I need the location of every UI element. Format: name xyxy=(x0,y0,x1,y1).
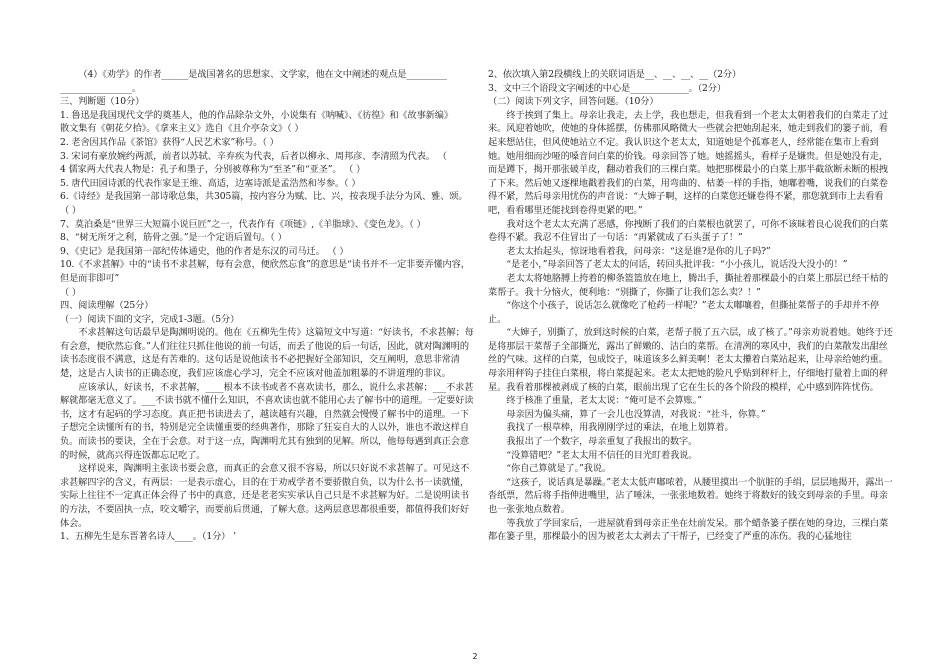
text-s7: “大婶子，别撕了，放到这时候的白菜，老帮子脱了五六层，成了核了。”母亲劝说着她。她终于还是将那层干菜帮子全部撕光，露出了鲜嫩的、洁白的菜帮。在清冽的寒风中，我们的白菜散发出甜丝丝的气味。这样的白菜，包成饺子，味道该多么鲜美啊！老太太攥着白菜站起来，让母亲给她约重。母亲用秤钩子挂住白菜根，将白菜提起来。老太太把她的脸凡乎贴到秤杆上，仔细地打量着上面的秤星。我看着那棵被剥成了核的白菜，眼前出现了它在生长的各个阶段的模样，心中感到阵阵忧伤。 xyxy=(488,327,893,393)
text-j9: 9、《史记》是我国第一部纪传体通史，他的作者是东汉的司马迁。 （ ） xyxy=(60,245,349,257)
text-j8: 8、“树无所牙之利，筋骨之强。”是一个定语后置句。（ ） xyxy=(60,232,287,244)
text-j1b: 散文集有《朝花夕拾》。《拿来主义》选自《且介亭杂文》（ ） xyxy=(60,123,304,135)
text-s4: “是老小，”母亲回答了老太太的问话，转回头批评我：“小小孩儿，说话没大没小的！” xyxy=(506,259,848,271)
text-j1a: 1. 鲁迅是我国现代文学的奠基人，他的作品除杂文外，小说集有《呐喊》、《彷徨》和《故事新编》 xyxy=(60,109,453,121)
text-p3: 这样说来，陶渊明主张读书要会意，而真正的会意又很不容易，所以只好说不求甚解了。可见这不求甚解四字的含义，有两层：一是表示虚心，目的在于劝戒学者不要骄傲自负，以为什么书一读就懂，实际上往往不一定真正体会得了书中的真意，还是老老实实承认自己只是不求甚解为好。二是说明读书的方法，不要固执一点，咬文嚼字，而要前后贯通，了解大意。这两层意思都很重要，都值得我们好好体会。 xyxy=(60,463,470,529)
text-s2: 我对这个老太太充满了恶感，你拽断了我们的白菜根也就罢了，可你不该昧着良心说我们的白菜卷得不紧。我忍不住冒出了一句话：“再紧就成了石头蛋子了！” xyxy=(488,218,889,244)
text-j7: 7、莫泊桑是“世界三大短篇小说巨匠”之一，代表作有《项链》,《羊脂球》、《变色龙》。（ ） xyxy=(60,218,426,230)
text-sec4: 四、阅读理解（25分） xyxy=(60,300,154,312)
text-sec3: 三、判断题（10分） xyxy=(60,96,145,108)
text-s3: 老太太抬起头，惊讶地看着我，问母亲：“这是谁?是你的儿子吗?” xyxy=(506,245,771,257)
text-s1: 终于挨到了集上。母亲让我走，去上学，我也想走，但我看到一个老太太朝着我们的白菜走了过来。风迎着她吹，使她的身体摇摆，仿佛那风略微大一些就会把她刮起来，她走到我们的篓子前，看起来想站住，但风使她站立不定。我认识这个老太太，知道她是个孤寡老人，经常能在集市上看到她。她用细而沙哑的嗓音问白菜的价钱。母亲回答了她。她摇摇头，看样子是嫌贵。但是她没有走，而是蹲下，揭开那张破羊皮，翻动着我们的三棵白菜。她把那棵最小的白菜上那半截欲断未断的根拽了下来。然后她又逐棵地戳着我们的白菜，用弯曲的、枯萎一样的手指，她嘟着嘴，说我们的白菜卷得不紧，然后母亲用忧伤的声音说：“大婶子啊，这样的白菜您还嫌卷得不紧，那您就到市上去看看吧，看看哪里还能找到卷得更紧的吧。” xyxy=(488,109,889,216)
text-j6b: （ ） xyxy=(60,204,81,216)
text-q1: 1、五柳先生是东晋著名诗人____。（1分） ’ xyxy=(60,531,236,543)
text-q3: 3、文中三个语段文字阐述的中心是_____________。（2分） xyxy=(488,82,726,94)
text-j6: 6.《诗经》是我国第一部诗歌总集，共305篇，按内容分为赋、比、兴，按表现手法分为风、雅、颂。 xyxy=(60,191,468,203)
text-s9: 母亲因为偏头痛，算了一会儿也没算清，对我说：“社斗，你算。” xyxy=(506,408,766,420)
text-j3: 3. 宋词有豪放婉约两派，前者以苏轼、辛弃疾为代表，后者以柳永、周邦彦、李清照为代表。 （ xyxy=(60,150,447,162)
text-s12: “没算错吧？”老太太用不信任的目光盯着我说。 xyxy=(506,449,698,461)
text-q4_line1: （4）《劝学》的作者______是战国著名的思想家、文学家，他在文中阐述的观点是_________ xyxy=(78,69,447,80)
text-s10: 我找了一根草棒，用我刚刚学过的乘法，在地上划算着。 xyxy=(506,422,734,434)
text-r2: （二）阅读下列文字，回答问题。（10分） xyxy=(488,96,659,108)
text-s8: 终于核准了重量，老太太说：“俺可是不会算账。” xyxy=(506,395,702,407)
right-column xyxy=(488,68,893,544)
text-j10: 10.《不求甚解》中的“读书不求甚解，每有会意，便欣然忘食”的意思是“读书并不一定非要弄懂内容，但是而非即可” xyxy=(60,259,470,284)
text-r1: （一）阅读下面的文字，完成1-3题。（5分） xyxy=(60,313,240,325)
text-s15: 等我放了学回家后，一进屋就看到母亲正坐在灶前发呆。那个蜡条篓子摆在她的身边，三棵白菜都在篓子里，那棵最小的因为被老太太剥去了干帮子，已经变了严重的冻伤。我的心猛地往 xyxy=(488,517,889,543)
text-j10b: （ ） xyxy=(60,286,81,298)
text-q4_line2: ________________。 xyxy=(60,82,141,94)
text-s14: “这孩子，说话真是暴躁。”老太太低声嘟哝着，从腰里摸出一个肮脏的手绢，层层地揭开，露出一沓纸票，然后将手指伸进嘴里，沾了唾沫，一张张地数着。她终于将数好的钱交到母亲的手里。母亲也一张张地点数着。 xyxy=(488,476,893,515)
text-s13: “你自己算就是了。”我说。 xyxy=(506,463,611,475)
text-s6: “你这个小孩子，说话怎么就像吃了枪药一样呢？”老太太嘟嚷着，但撕扯菜帮子的手却并不停止。 xyxy=(488,300,880,325)
text-p1: 不求甚解这句话最早是陶渊明说的。他在《五柳先生传》这篇短文中写道：“好读书，不求甚解；每有会意，便欣然忘食。”人们往往只抓住他说的前一句话，而丢了他说的后一句话，因此，就对陶渊明的读书态度很不满意，这是有苦难的。这句话是说他读书不必把握好全部知识，交互阐明，意思非常清楚，这是古人读书的正确态度，我们应该虚心学习，完全不应该对他盖加粗暴的不讲道理的非议。 xyxy=(60,327,474,380)
text-q2: 2、依次填入第2段横线上的关联词语是__、__、__、__（2分） xyxy=(488,69,742,80)
text-j4: 4 儒家两大代表人物是：孔子和墨子，分别被尊称为“至圣”和“亚圣”。 （ ） xyxy=(60,164,366,176)
left-column xyxy=(60,68,478,544)
text-s11: 我报出了一个数字，母亲重复了我报出的数字。 xyxy=(506,436,698,448)
page-number: 2 xyxy=(472,652,478,661)
text-j2: 2. 老舍因其作品《茶馆》获得“人民艺术家”称号。（ ） xyxy=(60,136,279,148)
text-j5: 5. 唐代田园诗派的代表作家是王维、高适，边塞诗派是孟浩然和岑参。（ ） xyxy=(60,177,361,189)
text-s5: 老太太将她胳膊上挎着的柳条篮篮放在地上，腾出手，撕扯着那棵最小的白菜上那层已经干枯的菜帮子。我十分恼火，便利地：“别撕了，你撕了让我们怎么卖？！” xyxy=(488,272,889,298)
text-p2: 应该承认，好读书，不求甚解，____根本不读书或者不喜欢读书，那么，说什么求甚解；___不求甚解就都毫无意义了。___不读书就不懂什么知识，不喜欢读也就不能用心去了解书中的道理。一定要好读书，这才有起码的学习态度。真正把书读进去了，越读越有兴趣，自然就会慢慢了解书中的道理。一下子想完全读懂所有的书，特别是完全读懂重要的经典著作，那除了狂妄自大的人以外，谁也不敢这样自负。而读书的要诀，全在于会意。对于这一点，陶渊明尤其有独到的见解。所以，他每每遇到真正会意的时候，就高兴得连饭都忘记吃了。 xyxy=(60,381,474,461)
